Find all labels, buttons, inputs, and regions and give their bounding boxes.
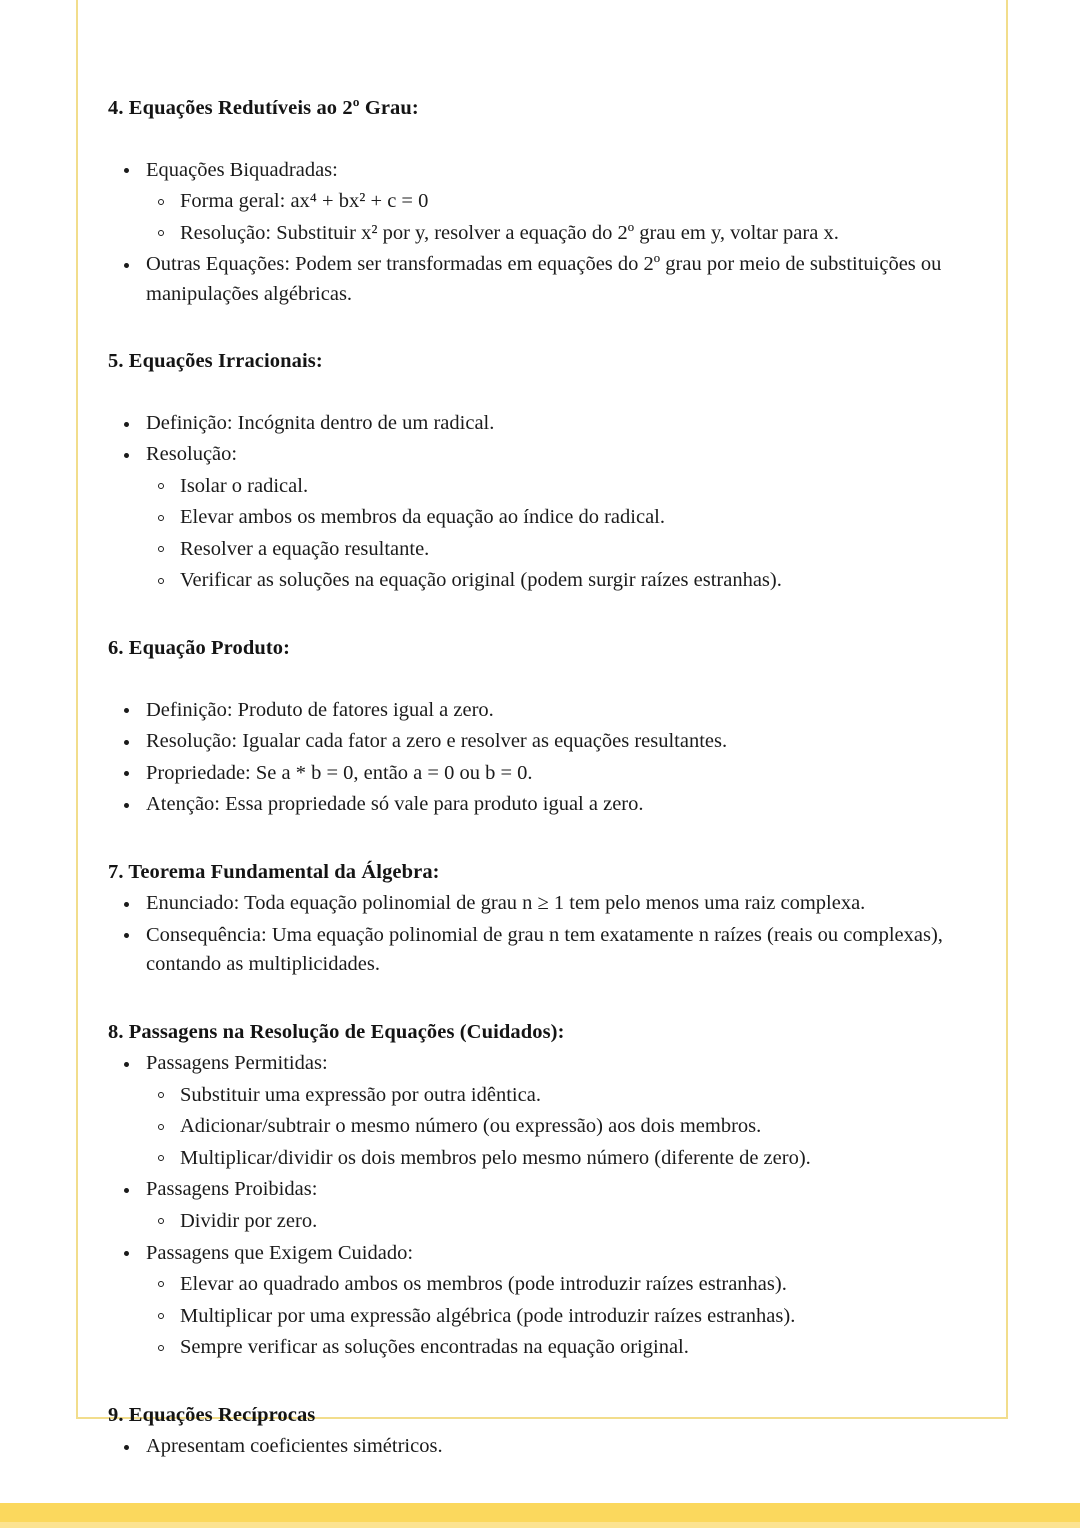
sub-list-item [108, 187, 980, 217]
sub-list-item [108, 1270, 980, 1300]
list-item-text: Atenção: Essa propriedade só vale para produto igual a zero. [146, 793, 644, 816]
section-spacer [108, 598, 980, 636]
document-content [108, 96, 980, 1464]
section-list [108, 696, 980, 820]
list-item-text: Definição: Incógnita dentro de um radical. [146, 411, 495, 434]
section-heading: 6. Equação Produto: [108, 636, 291, 659]
disc-bullet-icon [124, 933, 129, 938]
circle-bullet-icon [158, 1124, 164, 1130]
section-list [108, 1432, 980, 1462]
list-item-text: Consequência: Uma equação polinomial de grau n tem exatamente n raízes (reais ou complexas), contando as multiplicidades. [146, 923, 943, 976]
list-item-text: Enunciado: Toda equação polinomial de grau n ≥ 1 tem pelo menos uma raiz complexa. [146, 892, 866, 915]
list-item-text: Apresentam coeficientes simétricos. [146, 1435, 443, 1458]
list-item [108, 156, 980, 186]
disc-bullet-icon [124, 771, 129, 776]
sub-list-item [108, 472, 980, 502]
sub-list-item [108, 1081, 980, 1111]
section-spacer [108, 311, 980, 349]
disc-bullet-icon [124, 902, 129, 907]
section-sec-7 [108, 860, 980, 980]
list-item-text: Adicionar/subtrair o mesmo número (ou expressão) aos dois membros. [180, 1115, 762, 1138]
list-item-text: Verificar as soluções na equação original (podem surgir raízes estranhas). [180, 569, 782, 592]
list-item [108, 409, 980, 439]
list-item [108, 921, 980, 980]
list-item [108, 440, 980, 470]
circle-bullet-icon [158, 1313, 164, 1319]
sub-list-item [108, 1302, 980, 1332]
section-sec-5 [108, 349, 980, 596]
sub-list-item [108, 503, 980, 533]
disc-bullet-icon [124, 453, 129, 458]
list-item-text: Resolução: [146, 443, 238, 466]
list-item [108, 1432, 980, 1462]
list-item [108, 250, 980, 309]
sub-list-item [108, 566, 980, 596]
list-item [108, 727, 980, 757]
disc-bullet-icon [124, 803, 129, 808]
list-item-text: Elevar ao quadrado ambos os membros (pode introduzir raízes estranhas). [180, 1273, 787, 1296]
circle-bullet-icon [158, 1155, 164, 1161]
section-sec-6 [108, 636, 980, 820]
list-item-text: Equações Biquadradas: [146, 158, 338, 181]
section-sec-4 [108, 96, 980, 309]
disc-bullet-icon [124, 708, 129, 713]
section-spacer [108, 982, 980, 1020]
circle-bullet-icon [158, 483, 164, 489]
disc-bullet-icon [124, 1062, 129, 1067]
disc-bullet-icon [124, 740, 129, 745]
section-heading: 7. Teorema Fundamental da Álgebra: [108, 860, 440, 883]
circle-bullet-icon [158, 578, 164, 584]
section-spacer [108, 822, 980, 860]
sub-list-item [108, 1333, 980, 1363]
bottom-accent-bar-highlight [0, 1522, 1080, 1528]
section-heading: 8. Passagens na Resolução de Equações (Cuidados): [108, 1020, 565, 1043]
section-heading: 5. Equações Irracionais: [108, 350, 323, 373]
heading-list-spacer [108, 122, 980, 156]
list-item-text: Passagens Proibidas: [146, 1178, 318, 1201]
list-item-text: Substituir uma expressão por outra idêntica. [180, 1083, 541, 1106]
list-item-text: Isolar o radical. [180, 474, 309, 497]
disc-bullet-icon [124, 168, 129, 173]
list-item-text: Forma geral: ax⁴ + bx² + c = 0 [180, 190, 429, 213]
list-item-text: Passagens Permitidas: [146, 1052, 328, 1075]
list-item-text: Resolução: Substituir x² por y, resolver a equação do 2º grau em y, voltar para x. [180, 221, 839, 244]
list-item-text: Propriedade: Se a * b = 0, então a = 0 ou b = 0. [146, 761, 533, 784]
section-sec-8 [108, 1020, 980, 1363]
list-item-text: Dividir por zero. [180, 1209, 318, 1232]
list-item-text: Passagens que Exigem Cuidado: [146, 1241, 414, 1264]
section-list [108, 156, 980, 310]
list-item [108, 889, 980, 919]
list-item-text: Outras Equações: Podem ser transformadas em equações do 2º grau por meio de substituições ou manipulações algébricas. [146, 253, 942, 305]
circle-bullet-icon [158, 546, 164, 552]
list-item [108, 1175, 980, 1205]
disc-bullet-icon [124, 422, 129, 427]
sub-list-item [108, 1112, 980, 1142]
list-item-text: Sempre verificar as soluções encontradas na equação original. [180, 1336, 689, 1359]
disc-bullet-icon [124, 1445, 129, 1450]
list-item [108, 1049, 980, 1079]
heading-list-spacer [108, 375, 980, 409]
circle-bullet-icon [158, 1092, 164, 1098]
list-item-text: Multiplicar por uma expressão algébrica (pode introduzir raízes estranhas). [180, 1304, 796, 1327]
sub-list-item [108, 1207, 980, 1237]
circle-bullet-icon [158, 1281, 164, 1287]
list-item [108, 759, 980, 789]
bottom-accent-bar [0, 1503, 1080, 1528]
list-item-text: Elevar ambos os membros da equação ao índice do radical. [180, 506, 665, 529]
circle-bullet-icon [158, 515, 164, 521]
section-sec-9 [108, 1403, 980, 1462]
circle-bullet-icon [158, 1345, 164, 1351]
section-heading: 9. Equações Recíprocas [108, 1403, 316, 1426]
list-item-text: Resolução: Igualar cada fator a zero e resolver as equações resultantes. [146, 730, 728, 753]
section-heading: 4. Equações Redutíveis ao 2º Grau: [108, 97, 419, 119]
list-item-text: Multiplicar/dividir os dois membros pelo mesmo número (diferente de zero). [180, 1146, 811, 1169]
disc-bullet-icon [124, 1251, 129, 1256]
list-item-text: Resolver a equação resultante. [180, 537, 430, 560]
list-item-text: Definição: Produto de fatores igual a zero. [146, 698, 494, 721]
list-item [108, 790, 980, 820]
section-spacer [108, 1365, 980, 1403]
list-item [108, 1239, 980, 1269]
circle-bullet-icon [158, 1218, 164, 1224]
sub-list-item [108, 535, 980, 565]
section-list [108, 409, 980, 596]
sub-list-item [108, 219, 980, 249]
heading-list-spacer [108, 662, 980, 696]
sub-list-item [108, 1144, 980, 1174]
section-list [108, 1049, 980, 1362]
circle-bullet-icon [158, 199, 164, 205]
disc-bullet-icon [124, 263, 129, 268]
circle-bullet-icon [158, 230, 164, 236]
section-list [108, 889, 980, 980]
list-item [108, 696, 980, 726]
disc-bullet-icon [124, 1188, 129, 1193]
